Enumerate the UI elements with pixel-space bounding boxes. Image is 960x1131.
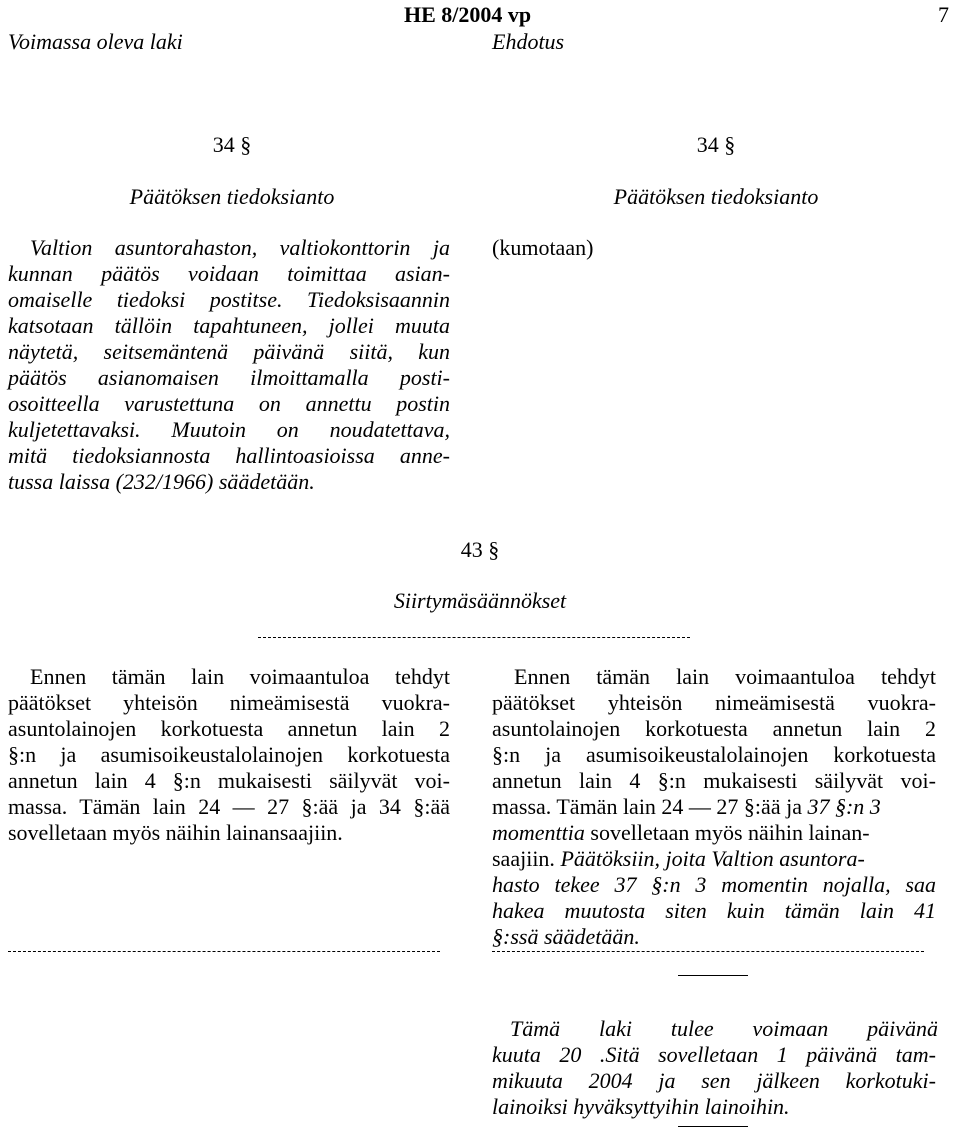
omission-rule [492,951,924,952]
omission-rule [258,637,690,638]
paragraph-line: omaiselle tiedoksi postitse. Tiedoksisaannin [8,287,450,312]
right-column-title: Ehdotus [492,29,565,54]
end-rule [678,1126,748,1127]
page-number: 7 [938,2,949,27]
omission-rule [8,951,440,952]
paragraph-line: hakea muutosta siten kuin tämän lain 41 [492,898,936,923]
entry-into-force-line: mikuuta 2004 ja sen jälkeen korkotuki- [492,1068,936,1093]
paragraph-line: Ennen tämän lain voimaantuloa tehdyt [30,664,450,689]
paragraph-line: katsotaan tällöin tapahtuneen, jollei muuta [8,313,450,338]
repealed-note: (kumotaan) [492,235,594,260]
left-column-title: Voimassa oleva laki [8,29,183,54]
document-id: HE 8/2004 vp [404,2,532,27]
paragraph-line: osoitteella varustettuna on annettu postin [8,391,450,416]
paragraph-line [492,820,870,846]
left-section-number: 34 § [212,132,252,157]
paragraph-line: mitä tiedoksiannosta hallintoasioissa anne- [8,443,450,468]
amended-reference: momenttia [492,820,585,845]
paragraph-line: Ennen tämän lain voimaantuloa tehdyt [514,664,936,689]
amended-reference: 37 §:n 3 [807,794,881,819]
paragraph-line: asuntolainojen korkotuesta annetun lain 2 [8,716,450,741]
text-run: saajiin. [492,846,555,871]
paragraph-line: kunnan päätös voidaan toimittaa asian- [8,261,450,286]
paragraph-line: §:n ja asumisoikeustalolainojen korkotuesta [492,742,936,767]
text-run: sovelletaan myös näihin lainan- [590,820,870,845]
paragraph-line: hasto tekee 37 §:n 3 momentin nojalla, saa [492,872,936,897]
section-heading: Siirtymäsäännökset [393,588,567,613]
right-section-heading: Päätöksen tiedoksianto [613,184,819,209]
paragraph-line: näytetä, seitsemäntenä päivänä siitä, kun [8,339,450,364]
paragraph-line: Valtion asuntorahaston, valtiokonttorin ja [30,235,450,260]
entry-into-force-line [510,1016,938,1042]
paragraph-line: massa. Tämän lain 24 — 27 §:ää ja 34 §:ää [8,794,450,819]
paragraph-line: kuljetettavaksi. Muutoin on noudatettava, [8,417,450,442]
paragraph-line: annetun lain 4 §:n mukaisesti säilyvät voi- [8,768,450,793]
text-run: massa. Tämän lain 24 — 27 §:ää ja [492,794,802,819]
paragraph-line: §:ssä säädetään. [492,924,640,949]
entry-into-force-line: lainoiksi hyväksyttyihin lainoihin. [492,1094,790,1119]
paragraph-line: §:n ja asumisoikeustalolainojen korkotuesta [8,742,450,767]
paragraph-line [492,846,865,872]
paragraph-line: päätös asianomaisen ilmoittamalla posti- [8,365,450,390]
paragraph-line: asuntolainojen korkotuesta annetun lain 2 [492,716,936,741]
added-text: Päätöksiin, joita Valtion asuntora- [560,846,865,871]
paragraph-line: tussa laissa (232/1966) säädetään. [8,469,315,494]
text-run: Tämä laki tulee voimaan päivänä [510,1016,938,1041]
paragraph-line: päätökset yhteisön nimeämisestä vuokra- [492,690,936,715]
separator-rule [678,975,748,976]
paragraph-line: päätökset yhteisön nimeämisestä vuokra- [8,690,450,715]
section-number: 43 § [460,537,500,562]
paragraph-line: sovelletaan myös näihin lainansaajiin. [8,820,343,845]
paragraph-line [492,794,881,820]
paragraph-line: annetun lain 4 §:n mukaisesti säilyvät voi- [492,768,936,793]
entry-into-force-line: kuuta 20 .Sitä sovelletaan 1 päivänä tam- [492,1042,936,1067]
left-section-heading: Päätöksen tiedoksianto [129,184,335,209]
right-section-number: 34 § [696,132,736,157]
